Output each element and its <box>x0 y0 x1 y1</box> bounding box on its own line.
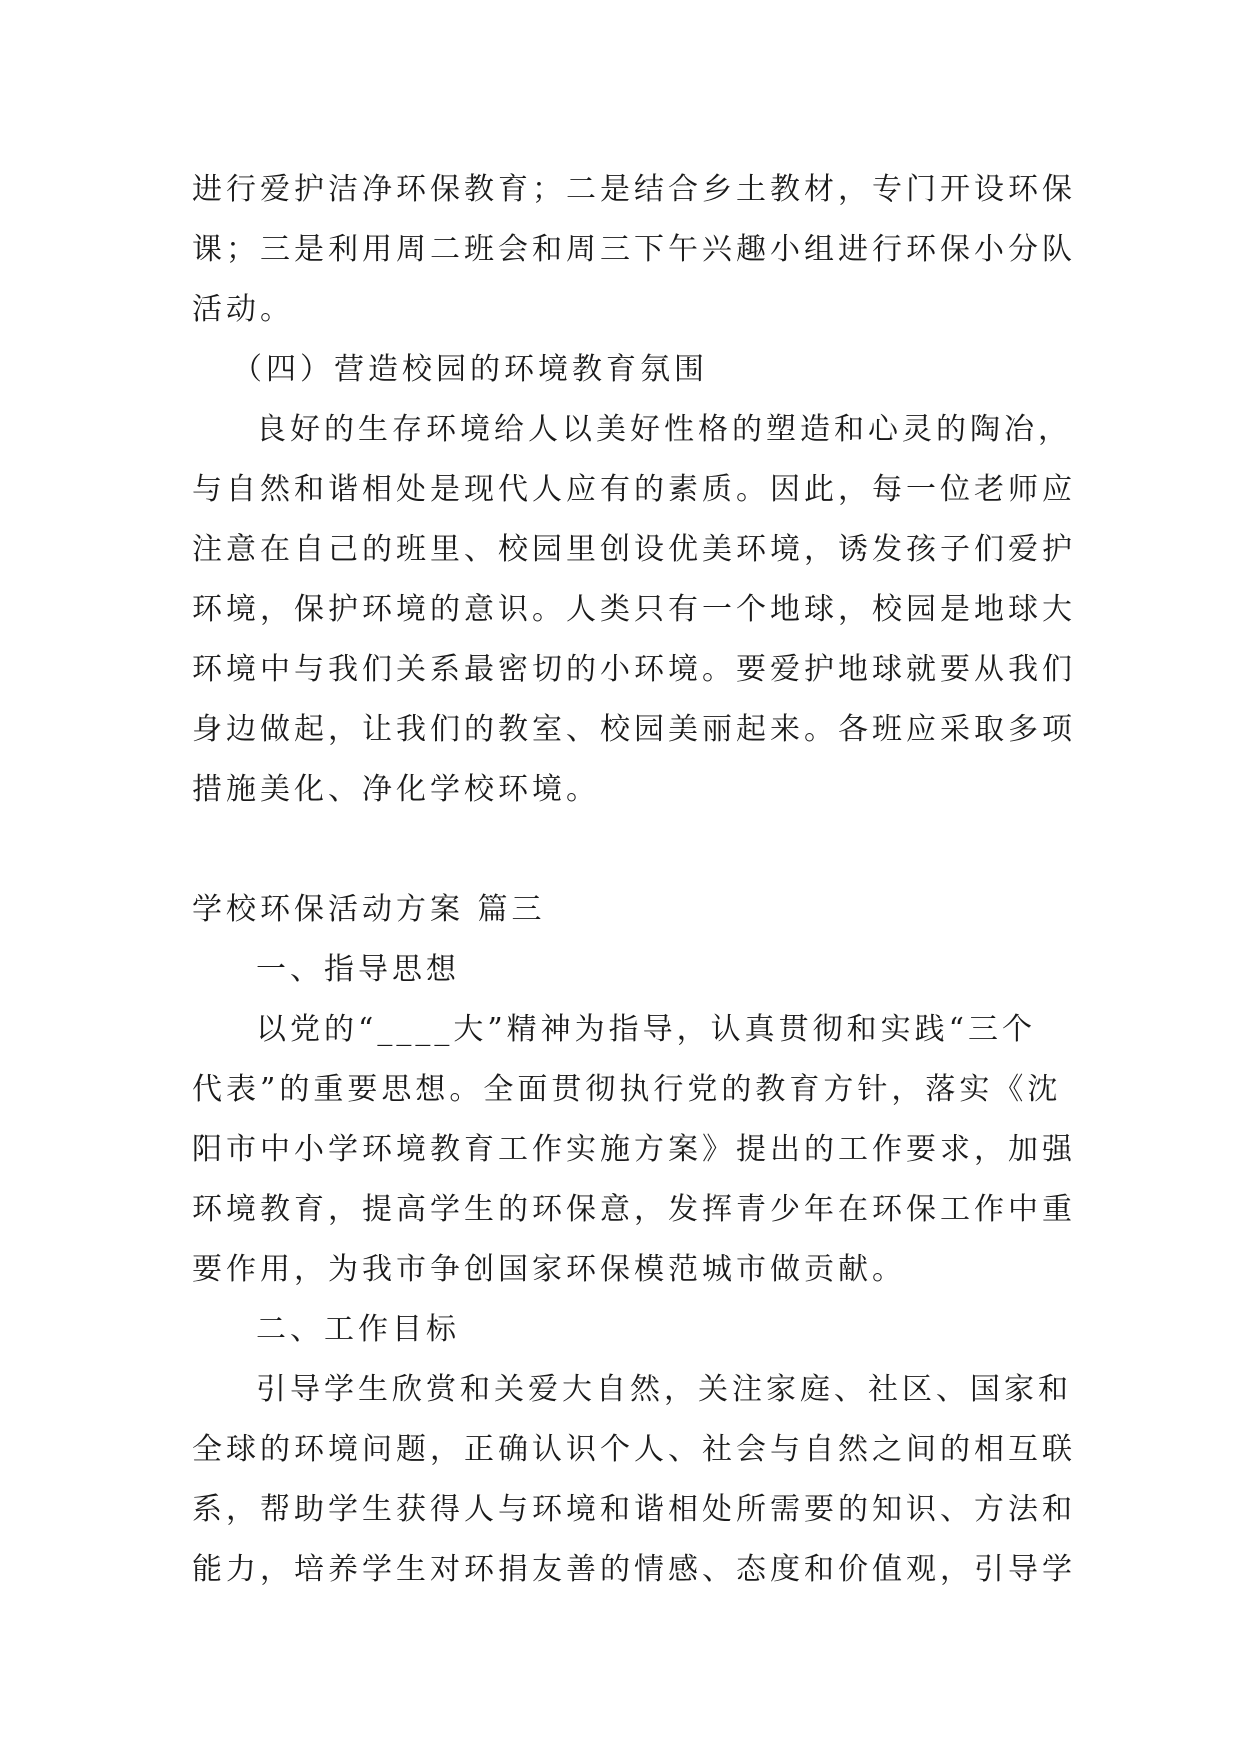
text-line: 能力，培养学生对环捐友善的情感、态度和价值观，引导学 <box>192 1552 1076 1587</box>
paragraph-continuation <box>192 160 1076 340</box>
document-body <box>192 160 1076 1600</box>
paragraph-work-goals <box>192 1360 1076 1600</box>
text-line: 以党的“____大”精神为指导，认真贯彻和实践“三个 <box>256 1012 1037 1047</box>
section-heading-work-goals: 二、工作目标 <box>256 1312 460 1347</box>
text-line: 环境中与我们关系最密切的小环境。要爱护地球就要从我们 <box>192 652 1076 687</box>
text-line: 引导学生欣赏和关爱大自然，关注家庭、社区、国家和 <box>256 1372 1072 1407</box>
document-title: 学校环保活动方案 篇三 <box>192 892 546 927</box>
text-line: 身边做起，让我们的教室、校园美丽起来。各班应采取多项 <box>192 712 1076 747</box>
text-line: 要作用，为我市争创国家环保模范城市做贡献。 <box>192 1252 906 1287</box>
paragraph-guiding-thought <box>192 1000 1076 1300</box>
text-line: 全球的环境问题，正确认识个人、社会与自然之间的相互联 <box>192 1432 1076 1467</box>
paragraph-environment-atmosphere <box>192 400 1076 820</box>
text-line: 进行爱护洁净环保教育；二是结合乡土教材，专门开设环保 <box>192 172 1076 207</box>
text-line: 代表”的重要思想。全面贯彻执行党的教育方针，落实《沈 <box>192 1072 1062 1107</box>
subsection-heading-four: （四）营造校园的环境教育氛围 <box>232 352 708 387</box>
text-line: 阳市中小学环境教育工作实施方案》提出的工作要求，加强 <box>192 1132 1076 1167</box>
text-line: 环境教育，提高学生的环保意，发挥青少年在环保工作中重 <box>192 1192 1076 1227</box>
text-line: 系，帮助学生获得人与环境和谐相处所需要的知识、方法和 <box>192 1492 1076 1527</box>
section-heading-guiding-thought: 一、指导思想 <box>256 952 460 987</box>
text-line: 与自然和谐相处是现代人应有的素质。因此，每一位老师应 <box>192 472 1076 507</box>
blank-line <box>192 820 1052 880</box>
text-line: 措施美化、净化学校环境。 <box>192 772 600 807</box>
text-line: 注意在自己的班里、校园里创设优美环境，诱发孩子们爱护 <box>192 532 1076 567</box>
text-line: 良好的生存环境给人以美好性格的塑造和心灵的陶冶， <box>256 412 1072 447</box>
text-line: 课；三是利用周二班会和周三下午兴趣小组进行环保小分队 <box>192 232 1076 267</box>
text-line: 环境，保护环境的意识。人类只有一个地球，校园是地球大 <box>192 592 1076 627</box>
text-line: 活动。 <box>192 292 294 327</box>
